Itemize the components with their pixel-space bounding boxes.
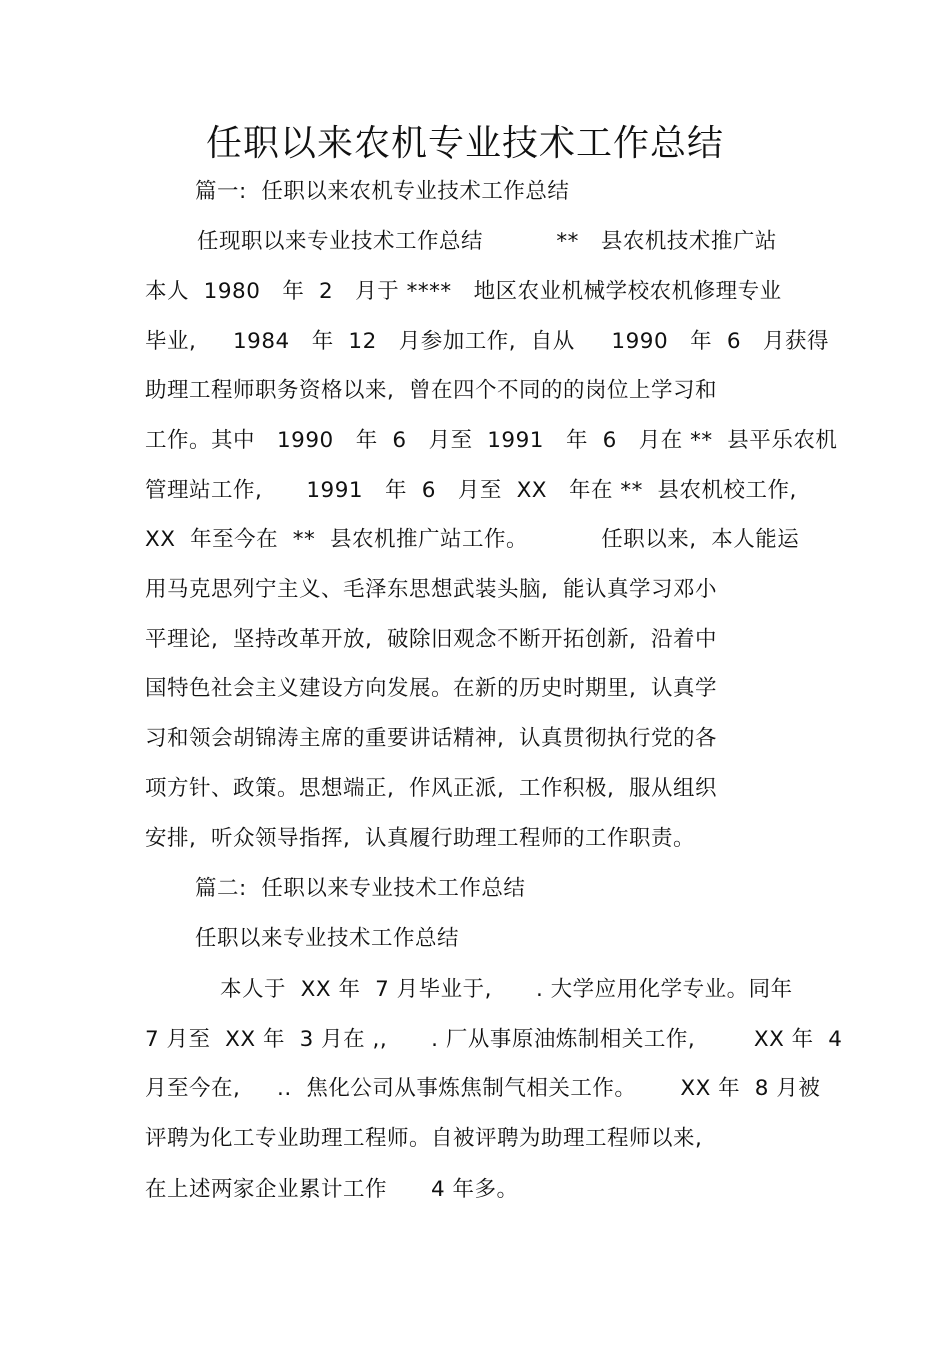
subheading: 任职以来专业技术工作总结 [195,926,460,951]
paragraph-line: XX 年至今在 ** 县农机推广站工作。 任职以来, 本人能运 [145,527,800,552]
paragraph-line: 在上述两家企业累计工作 4 年多。 [145,1177,519,1202]
section-heading-1: 篇一: 任职以来农机专业技术工作总结 [195,179,570,204]
paragraph-line: 评聘为化工专业助理工程师。自被评聘为助理工程师以来, [145,1126,703,1151]
paragraph-line: 项方针、政策。思想端正, 作风正派, 工作积极, 服从组织 [145,776,718,801]
section-heading-2: 篇二: 任职以来专业技术工作总结 [195,876,526,901]
paragraph-line: 管理站工作, 1991 年 6 月至 XX 年在 ** 县农机校工作, [145,478,797,503]
document-title: 任职以来农机专业技术工作总结 [206,123,725,164]
paragraph-line: 安排, 听众领导指挥, 认真履行助理工程师的工作职责。 [145,826,696,851]
paragraph-line: 本人于 XX 年 7 月毕业于, . 大学应用化学专业。同年 [220,977,793,1002]
paragraph-line: 本人 1980 年 2 月于 **** 地区农业机械学校农机修理专业 [145,279,782,304]
paragraph-line: 用马克思列宁主义、毛泽东思想武装头脑, 能认真学习邓小 [145,577,718,602]
paragraph-line: 平理论, 坚持改革开放, 破除旧观念不断开拓创新, 沿着中 [145,627,718,652]
paragraph-line: 工作。其中 1990 年 6 月至 1991 年 6 月在 ** 县平乐农机 [145,428,838,453]
paragraph-line: 毕业, 1984 年 12 月参加工作, 自从 1990 年 6 月获得 [145,329,829,354]
paragraph-line: 7 月至 XX 年 3 月在 ,, . 厂从事原油炼制相关工作, XX 年 4 [145,1027,843,1052]
paragraph-line: 国特色社会主义建设方向发展。在新的历史时期里, 认真学 [145,676,718,701]
paragraph-line: 任现职以来专业技术工作总结 ** 县农机技术推广站 [197,229,777,254]
paragraph-line: 习和领会胡锦涛主席的重要讲话精神, 认真贯彻执行党的各 [145,726,718,751]
paragraph-line: 月至今在, .. 焦化公司从事炼焦制气相关工作。 XX 年 8 月被 [145,1076,821,1101]
paragraph-line: 助理工程师职务资格以来, 曾在四个不同的的岗位上学习和 [145,378,718,403]
